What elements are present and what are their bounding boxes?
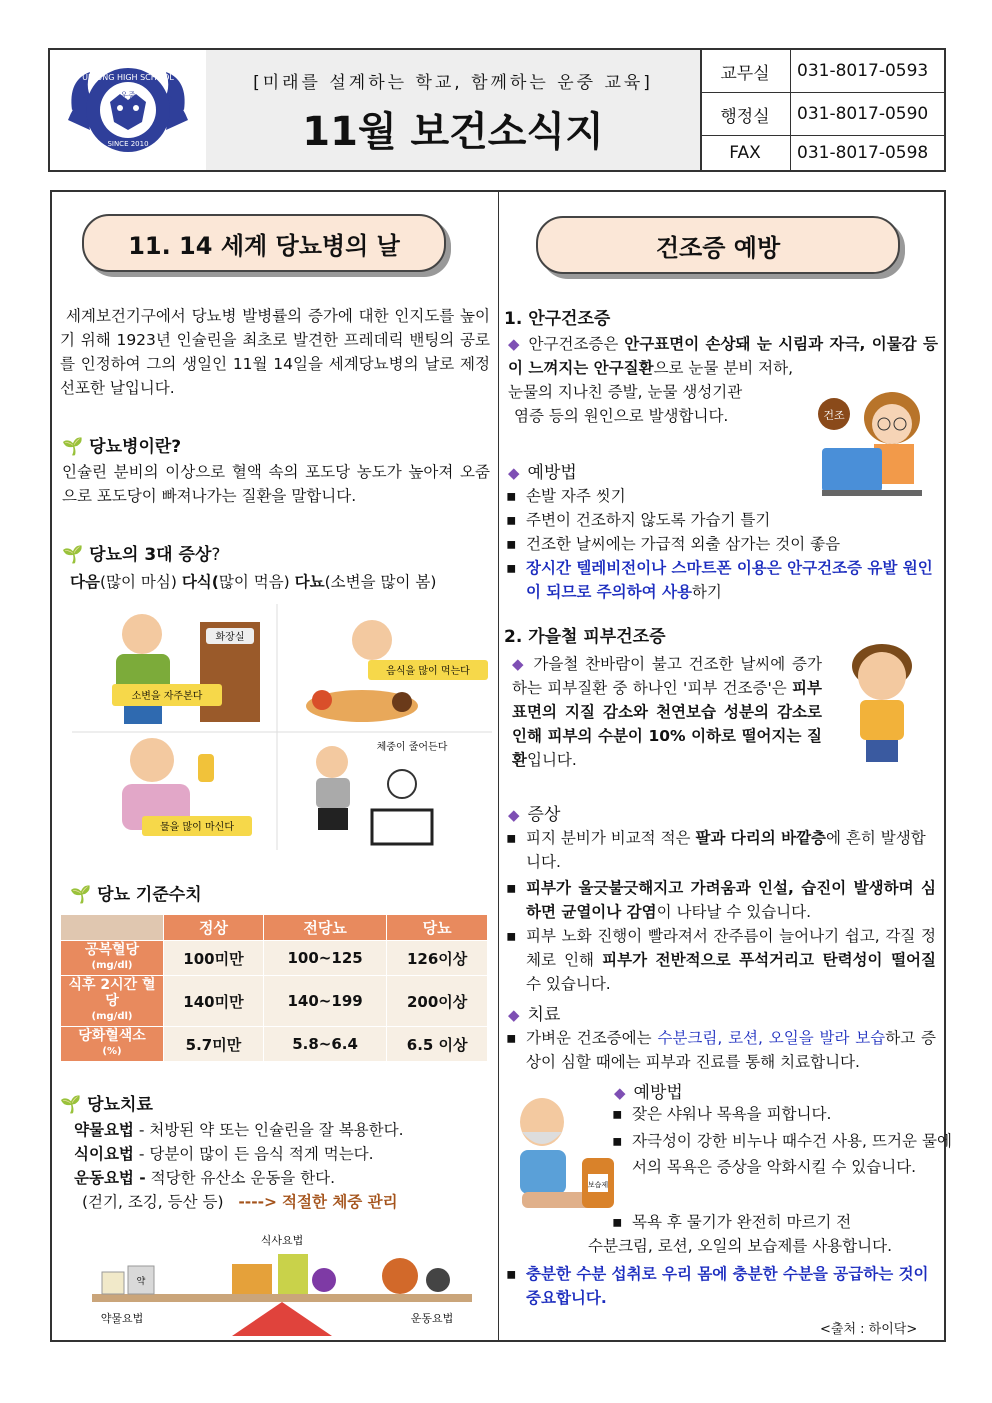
label-drink: 물을 많이 마신다 <box>160 822 234 833</box>
motto: [미래를 설계하는 학교, 함께하는 운중 교육] <box>253 73 653 93</box>
logo-text-bottom: SINCE 2010 <box>107 140 149 148</box>
label-urinate: 소변을 자주본다 <box>131 691 203 702</box>
contact-label: FAX <box>700 136 791 170</box>
dry-eye-prevention-item: ▪ 장시간 텔레비전이나 스마트폰 이용은 안구건조증 유발 원인이 되므로 주의하여 사용하기 <box>504 556 936 604</box>
title-cell <box>206 50 702 170</box>
diabetes-day-title: 11. 14 세계 당뇨병의 날 <box>82 214 446 272</box>
page-title: 11월 보건소식지 <box>302 109 604 155</box>
sprout-icon: 🌱 <box>62 545 84 565</box>
contact-value: 031-8017-0593 <box>791 50 945 93</box>
treatment-subheading: ◆ 치료 <box>508 1005 561 1025</box>
row-header: 식후 2시간 혈당 (mg/dl) <box>61 976 164 1027</box>
dry-eye-prevention-item: ▪ 주변이 건조하지 않도록 가습기 틀기 <box>504 508 936 532</box>
col-header: 당뇨 <box>387 915 488 941</box>
label-weight: 체중이 줄어든다 <box>376 742 448 753</box>
sprout-icon: 🌱 <box>60 1095 82 1115</box>
skin-prevention-heading: ◆ 예방법 <box>614 1083 683 1103</box>
what-is-diabetes-text: 인슐린 분비의 이상으로 혈액 속의 포도당 농도가 높아져 오줌으로 포도당이 빠져나가는 질환을 말합니다. <box>62 463 490 505</box>
table-cell: 200이상 <box>387 976 488 1027</box>
dry-bubble-label: 건조 <box>823 409 845 422</box>
label-eat: 음식을 많이 먹는다 <box>386 666 470 677</box>
dry-skin-heading: 2. 가을철 피부건조증 <box>504 627 666 647</box>
symptom-illustrations <box>72 604 492 850</box>
criteria-heading: 🌱 당뇨 기준수치 <box>70 885 202 905</box>
lotion-label: 보습제 <box>587 1181 609 1189</box>
table-cell: 140~199 <box>263 976 386 1027</box>
logo-text-mid: 운중 <box>120 91 136 100</box>
sprout-icon: 🌱 <box>70 885 92 905</box>
symptoms-list: 다음(많이 마심) 다식(많이 먹음) 다뇨(소변을 많이 봄) <box>70 573 437 591</box>
gem-icon: ◆ <box>508 335 521 353</box>
dry-skin-text: ◆ 가을철 찬바람이 불고 건조한 날씨에 증가하는 피부질환 중 하나인 '피부 건조증'은 피부 표면의 지질 감소와 천연보습 성분의 감소로 인해 피부의 수분이 10% 이하로 떨어지는 질환입니다. <box>512 655 822 769</box>
contact-value: 031-8017-0590 <box>791 93 945 136</box>
table-cell: 100~125 <box>263 941 386 976</box>
label-medication: 약물요법 <box>100 1312 144 1325</box>
gem-icon: ◆ <box>508 464 520 482</box>
skin-prevention-item: ▪ 자극성이 강한 비누나 때수건 사용, 뜨거운 물에서의 목욕은 증상을 악화시킬 수 있습니다. <box>610 1128 952 1180</box>
col-header: 정상 <box>164 915 264 941</box>
dry-eye-prevention-item: ▪ 건조한 날씨에는 가급적 외출 삼가는 것이 좋음 <box>504 532 936 556</box>
gem-icon: ◆ <box>512 655 526 673</box>
elderly-lotion-illustration <box>502 1092 622 1238</box>
table-cell: 6.5 이상 <box>387 1027 488 1062</box>
table-cell: 5.7미만 <box>164 1027 264 1062</box>
label-diet: 식사요법 <box>260 1234 304 1247</box>
row-header: 당화혈색소 (%) <box>61 1027 164 1062</box>
gem-icon: ◆ <box>508 806 520 824</box>
logo-text-top: UNJUNG HIGH SCHOOL <box>82 73 174 82</box>
symptoms-heading: 🌱 당뇨의 3대 증상? <box>62 545 221 565</box>
table-corner <box>61 915 164 941</box>
contact-label: 교무실 <box>700 50 791 93</box>
table-cell: 100미만 <box>164 941 264 976</box>
diabetes-intro: 세계보건기구에서 당뇨병 발병률의 증가에 대한 인지도를 높이기 위해 1923년 인슐린을 최초로 발견한 프레데릭 밴팅의 공로를 인정하여 그의 생일인 11월 14일을 세계당뇨병의 날로 제정 선포한 날입니다. <box>60 307 490 397</box>
dryness-title: 건조증 예방 <box>536 216 900 274</box>
symptoms-subheading: ◆ 증상 <box>508 805 561 825</box>
gem-icon: ◆ <box>614 1084 626 1102</box>
contact-value: 031-8017-0598 <box>791 136 945 170</box>
column-divider <box>498 192 499 1340</box>
skin-prevention-item: ▪ 잦은 샤워나 목욕을 피합니다. <box>610 1102 952 1126</box>
dry-eye-prevention-item: ▪ 손발 자주 씻기 <box>504 484 936 508</box>
skin-prevention-item: ▪ 목욕 후 물기가 완전히 마르기 전 <box>610 1210 952 1234</box>
table-cell: 126이상 <box>387 941 488 976</box>
dry-eye-text: ◆ 안구건조증은 안구표면이 손상돼 눈 시림과 자극, 이물감 등이 느껴지는 안구질환으로 눈물 분비 저하, <box>508 335 939 377</box>
table-cell: 140미만 <box>164 976 264 1027</box>
treatment-list: 약물요법 - 처방된 약 또는 인슐린을 잘 복용한다. 식이요법 - 당분이 많이 든 음식 적게 먹는다. 운동요법 - 적당한 유산소 운동을 한다. (걷기, 조깅, 등산 등) ----> 적절한 체중 관리 <box>74 1121 404 1211</box>
skin-symptom-item: ▪ 피지 분비가 비교적 적은 팔과 다리의 바깥층에 흔히 발생합니다. <box>504 826 936 874</box>
contact-table <box>700 50 944 170</box>
dry-eye-text-cont: 눈물의 지나친 증발, 눈물 생성기관 염증 등의 원인으로 발생합니다. <box>508 383 743 425</box>
dry-eye-heading: 1. 안구건조증 <box>504 309 611 329</box>
row-header: 공복혈당 (mg/dl) <box>61 941 164 976</box>
treatment-balance-illustration <box>82 1232 482 1338</box>
header <box>48 48 946 172</box>
what-is-diabetes-heading: 🌱 당뇨병이란? <box>62 437 182 457</box>
diabetes-criteria-table <box>60 914 488 1062</box>
skin-symptom-item: ▪ 피부가 울긋불긋해지고 가려움과 인설, 습진이 발생하며 심하면 균열이나 감염이 나타날 수 있습니다. <box>504 876 936 924</box>
dry-skin-illustration <box>832 640 928 770</box>
gem-icon: ◆ <box>508 1006 520 1024</box>
label-restroom: 화장실 <box>215 632 245 643</box>
skin-symptom-item: ▪ 피부 노화 진행이 빨라져서 잔주름이 늘어나기 쉽고, 각질 정체로 인해 피부가 전반적으로 푸석거리고 탄력성이 떨어질 수 있습니다. <box>504 924 936 996</box>
sprout-icon: 🌱 <box>62 437 84 457</box>
table-cell: 5.8~6.4 <box>263 1027 386 1062</box>
label-exercise: 운동요법 <box>410 1312 454 1325</box>
contact-label: 행정실 <box>700 93 791 136</box>
treatment-heading: 🌱 당뇨치료 <box>60 1095 153 1115</box>
label-pill: 약 <box>136 1277 146 1287</box>
col-header: 전당뇨 <box>263 915 386 941</box>
skin-prevention-cont: 수분크림, 로션, 오일의 보습제를 사용합니다. <box>588 1237 893 1255</box>
skin-treatment-item: ▪ 가벼운 건조증에는 수분크림, 로션, 오일을 발라 보습하고 증상이 심할 때에는 피부과 진료를 통해 치료합니다. <box>504 1026 936 1074</box>
dry-eye-prevention-heading: ◆ 예방법 <box>508 463 577 483</box>
school-logo <box>50 50 208 170</box>
source: <출처 : 하이닥> <box>820 1322 918 1337</box>
main-content <box>50 190 952 1342</box>
final-note: ▪ 충분한 수분 섭취로 우리 몸에 충분한 수분을 공급하는 것이 중요합니다. <box>504 1262 936 1310</box>
